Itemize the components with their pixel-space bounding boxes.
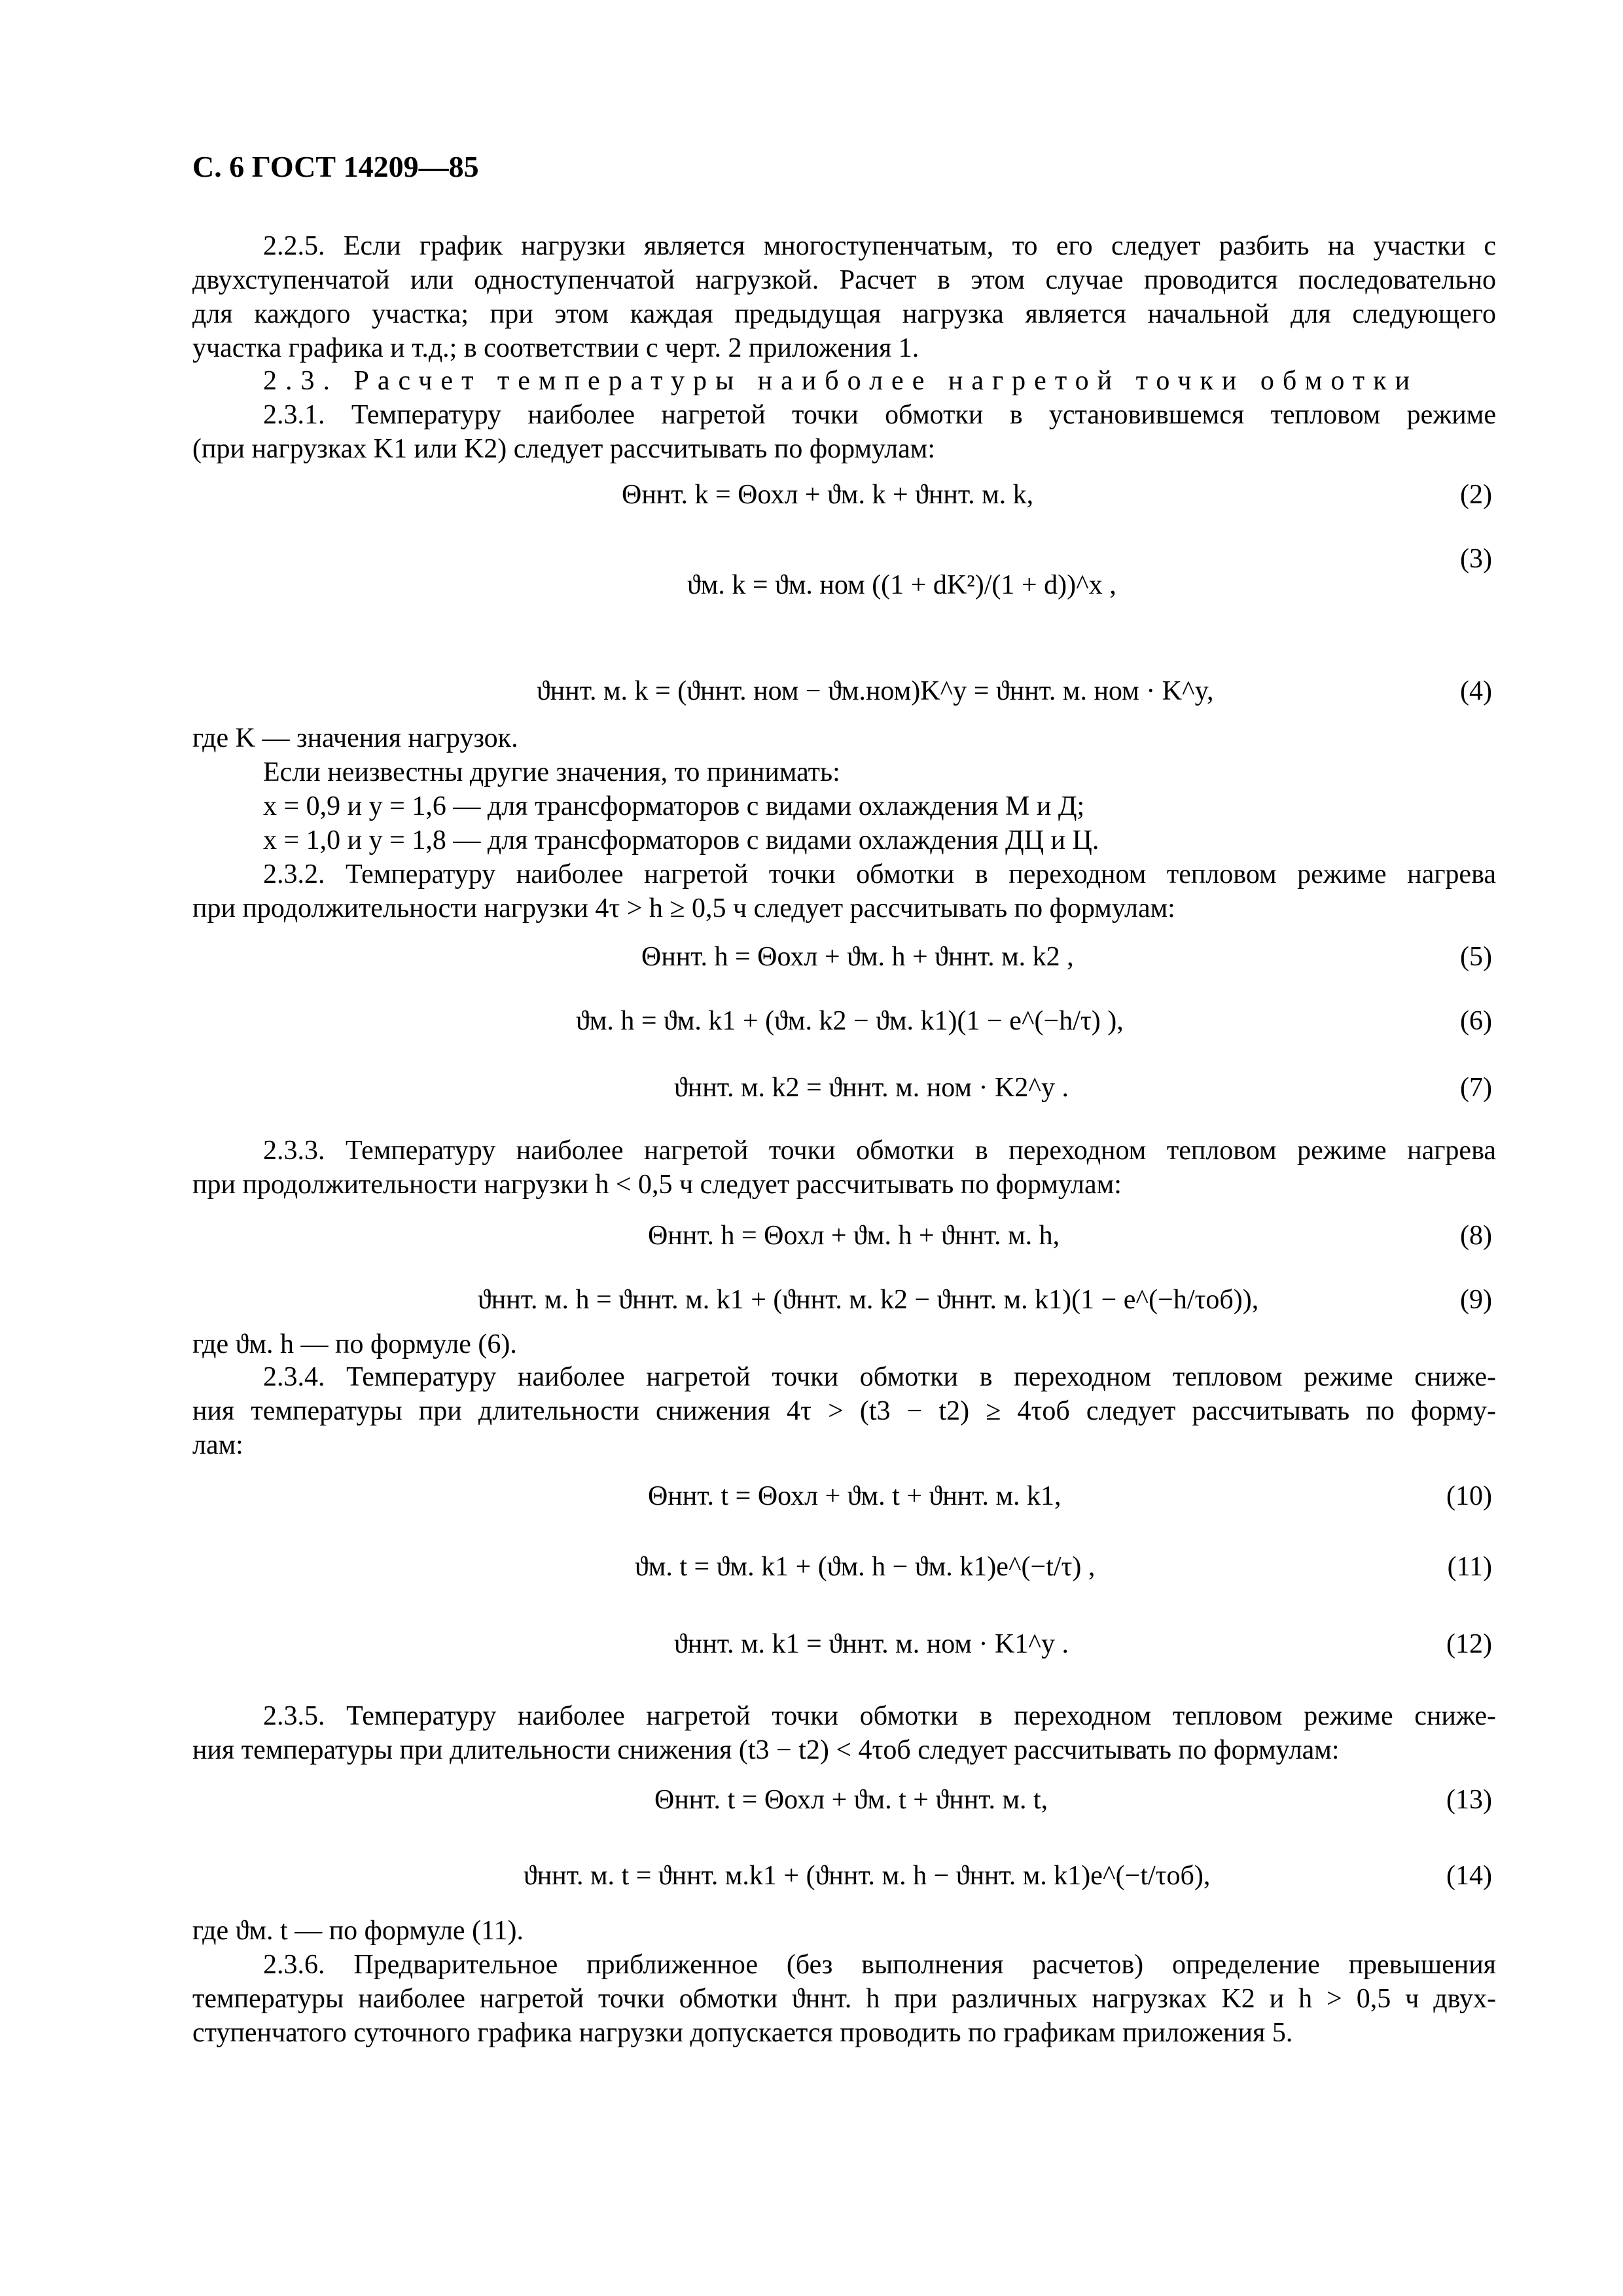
- text-line: при продолжительности нагрузки h < 0,5 ч следует рассчитывать по формулам:: [192, 1170, 1122, 1200]
- equation-number: (2): [1460, 480, 1492, 510]
- text-line: x = 0,9 и y = 1,6 — для трансформаторов с видами охлаждения М и Д;: [263, 791, 1085, 821]
- text-line: температуры наиболее нагретой точки обмотки ϑннт. h при различных нагрузках K2 и h > 0,5 ч двух-: [192, 1984, 1496, 2014]
- text-line: x = 1,0 и y = 1,8 — для трансформаторов с видами охлаждения ДЦ и Ц.: [263, 825, 1099, 855]
- equation-number: (8): [1460, 1221, 1492, 1251]
- formula-3: ϑм. k = ϑм. ном ((1 + dK²)/(1 + d))^x ,: [687, 570, 1116, 600]
- text-line: (при нагрузках K1 или K2) следует рассчитывать по формулам:: [192, 434, 936, 464]
- equation-number: (5): [1460, 942, 1492, 972]
- equation-number: (11): [1447, 1552, 1492, 1582]
- text-line: участка графика и т.д.; в соответствии с черт. 2 приложения 1.: [192, 333, 919, 363]
- equation-number: (13): [1446, 1785, 1492, 1815]
- text-line: Если неизвестны другие значения, то принимать:: [263, 757, 840, 787]
- formula-11: ϑм. t = ϑм. k1 + (ϑм. h − ϑм. k1)e^(−t/τ) ,: [635, 1552, 1096, 1582]
- formula-8: Θннт. h = Θохл + ϑм. h + ϑннт. м. h,: [648, 1221, 1060, 1251]
- equation-number: (4): [1460, 676, 1492, 706]
- text-line: где K — значения нагрузок.: [192, 723, 518, 753]
- equation-number: (7): [1460, 1073, 1492, 1103]
- formula-14: ϑннт. м. t = ϑннт. м.k1 + (ϑннт. м. h − ϑннт. м. k1)e^(−t/τоб),: [524, 1861, 1211, 1891]
- equation-number: (3): [1460, 544, 1492, 574]
- text-line: где ϑм. t — по формуле (11).: [192, 1916, 524, 1946]
- formula-7: ϑннт. м. k2 = ϑннт. м. ном · K2^y .: [674, 1073, 1069, 1103]
- text-line: 2.3.3. Температуру наиболее нагретой точки обмотки в переходном тепловом режиме нагрева: [263, 1136, 1496, 1166]
- equation-number: (9): [1460, 1285, 1492, 1315]
- text-line: лам:: [192, 1430, 243, 1460]
- text-line: ступенчатого суточного графика нагрузки допускается проводить по графикам приложения 5.: [192, 2018, 1293, 2048]
- text-line: ния температуры при длительности снижения (t3 − t2) < 4τоб следует рассчитывать по формулам:: [192, 1735, 1340, 1765]
- formula-12: ϑннт. м. k1 = ϑннт. м. ном · K1^y .: [674, 1629, 1069, 1659]
- equation-number: (12): [1446, 1629, 1492, 1659]
- section-heading: 2.3. Расчет температуры наиболее нагретой точки обмотки: [263, 366, 1419, 396]
- formula-4: ϑннт. м. k = (ϑннт. ном − ϑм.ном)K^y = ϑннт. м. ном · K^y,: [537, 676, 1214, 706]
- text-line: 2.3.4. Температуру наиболее нагретой точки обмотки в переходном тепловом режиме сниже-: [263, 1362, 1496, 1392]
- formula-13: Θннт. t = Θохл + ϑм. t + ϑннт. м. t,: [654, 1785, 1048, 1815]
- formula-6: ϑм. h = ϑм. k1 + (ϑм. k2 − ϑм. k1)(1 − e^(−h/τ) ),: [576, 1006, 1124, 1036]
- equation-number: (10): [1446, 1481, 1492, 1511]
- text-line: 2.3.2. Температуру наиболее нагретой точки обмотки в переходном тепловом режиме нагрева: [263, 859, 1496, 889]
- text-line: 2.3.5. Температуру наиболее нагретой точки обмотки в переходном тепловом режиме сниже-: [263, 1701, 1496, 1731]
- formula-5: Θннт. h = Θохл + ϑм. h + ϑннт. м. k2 ,: [641, 942, 1074, 972]
- text-line: двухступенчатой или одноступенчатой нагрузкой. Расчет в этом случае проводится последовательно: [192, 265, 1496, 295]
- equation-number: (6): [1460, 1006, 1492, 1036]
- text-line: при продолжительности нагрузки 4τ > h ≥ 0,5 ч следует рассчитывать по формулам:: [192, 893, 1175, 924]
- equation-number: (14): [1446, 1861, 1492, 1891]
- formula-10: Θннт. t = Θохл + ϑм. t + ϑннт. м. k1,: [648, 1481, 1061, 1511]
- formula-9: ϑннт. м. h = ϑннт. м. k1 + (ϑннт. м. k2 − ϑннт. м. k1)(1 − e^(−h/τоб)),: [478, 1285, 1259, 1315]
- text-line: 2.3.6. Предварительное приближенное (без выполнения расчетов) определение превышения: [263, 1950, 1496, 1980]
- text-line: ния температуры при длительности снижения 4τ > (t3 − t2) ≥ 4τоб следует рассчитывать по форму-: [192, 1396, 1496, 1426]
- text-line: 2.2.5. Если график нагрузки является многоступенчатым, то его следует разбить на участки с: [263, 231, 1496, 261]
- text-line: 2.3.1. Температуру наиболее нагретой точки обмотки в установившемся тепловом режиме: [263, 400, 1496, 430]
- text-line: где ϑм. h — по формуле (6).: [192, 1329, 517, 1359]
- page-header: С. 6 ГОСТ 14209—85: [192, 150, 479, 183]
- text-line: для каждого участка; при этом каждая предыдущая нагрузка является начальной для следующего: [192, 299, 1496, 329]
- formula-2: Θннт. k = Θохл + ϑм. k + ϑннт. м. k,: [622, 480, 1034, 510]
